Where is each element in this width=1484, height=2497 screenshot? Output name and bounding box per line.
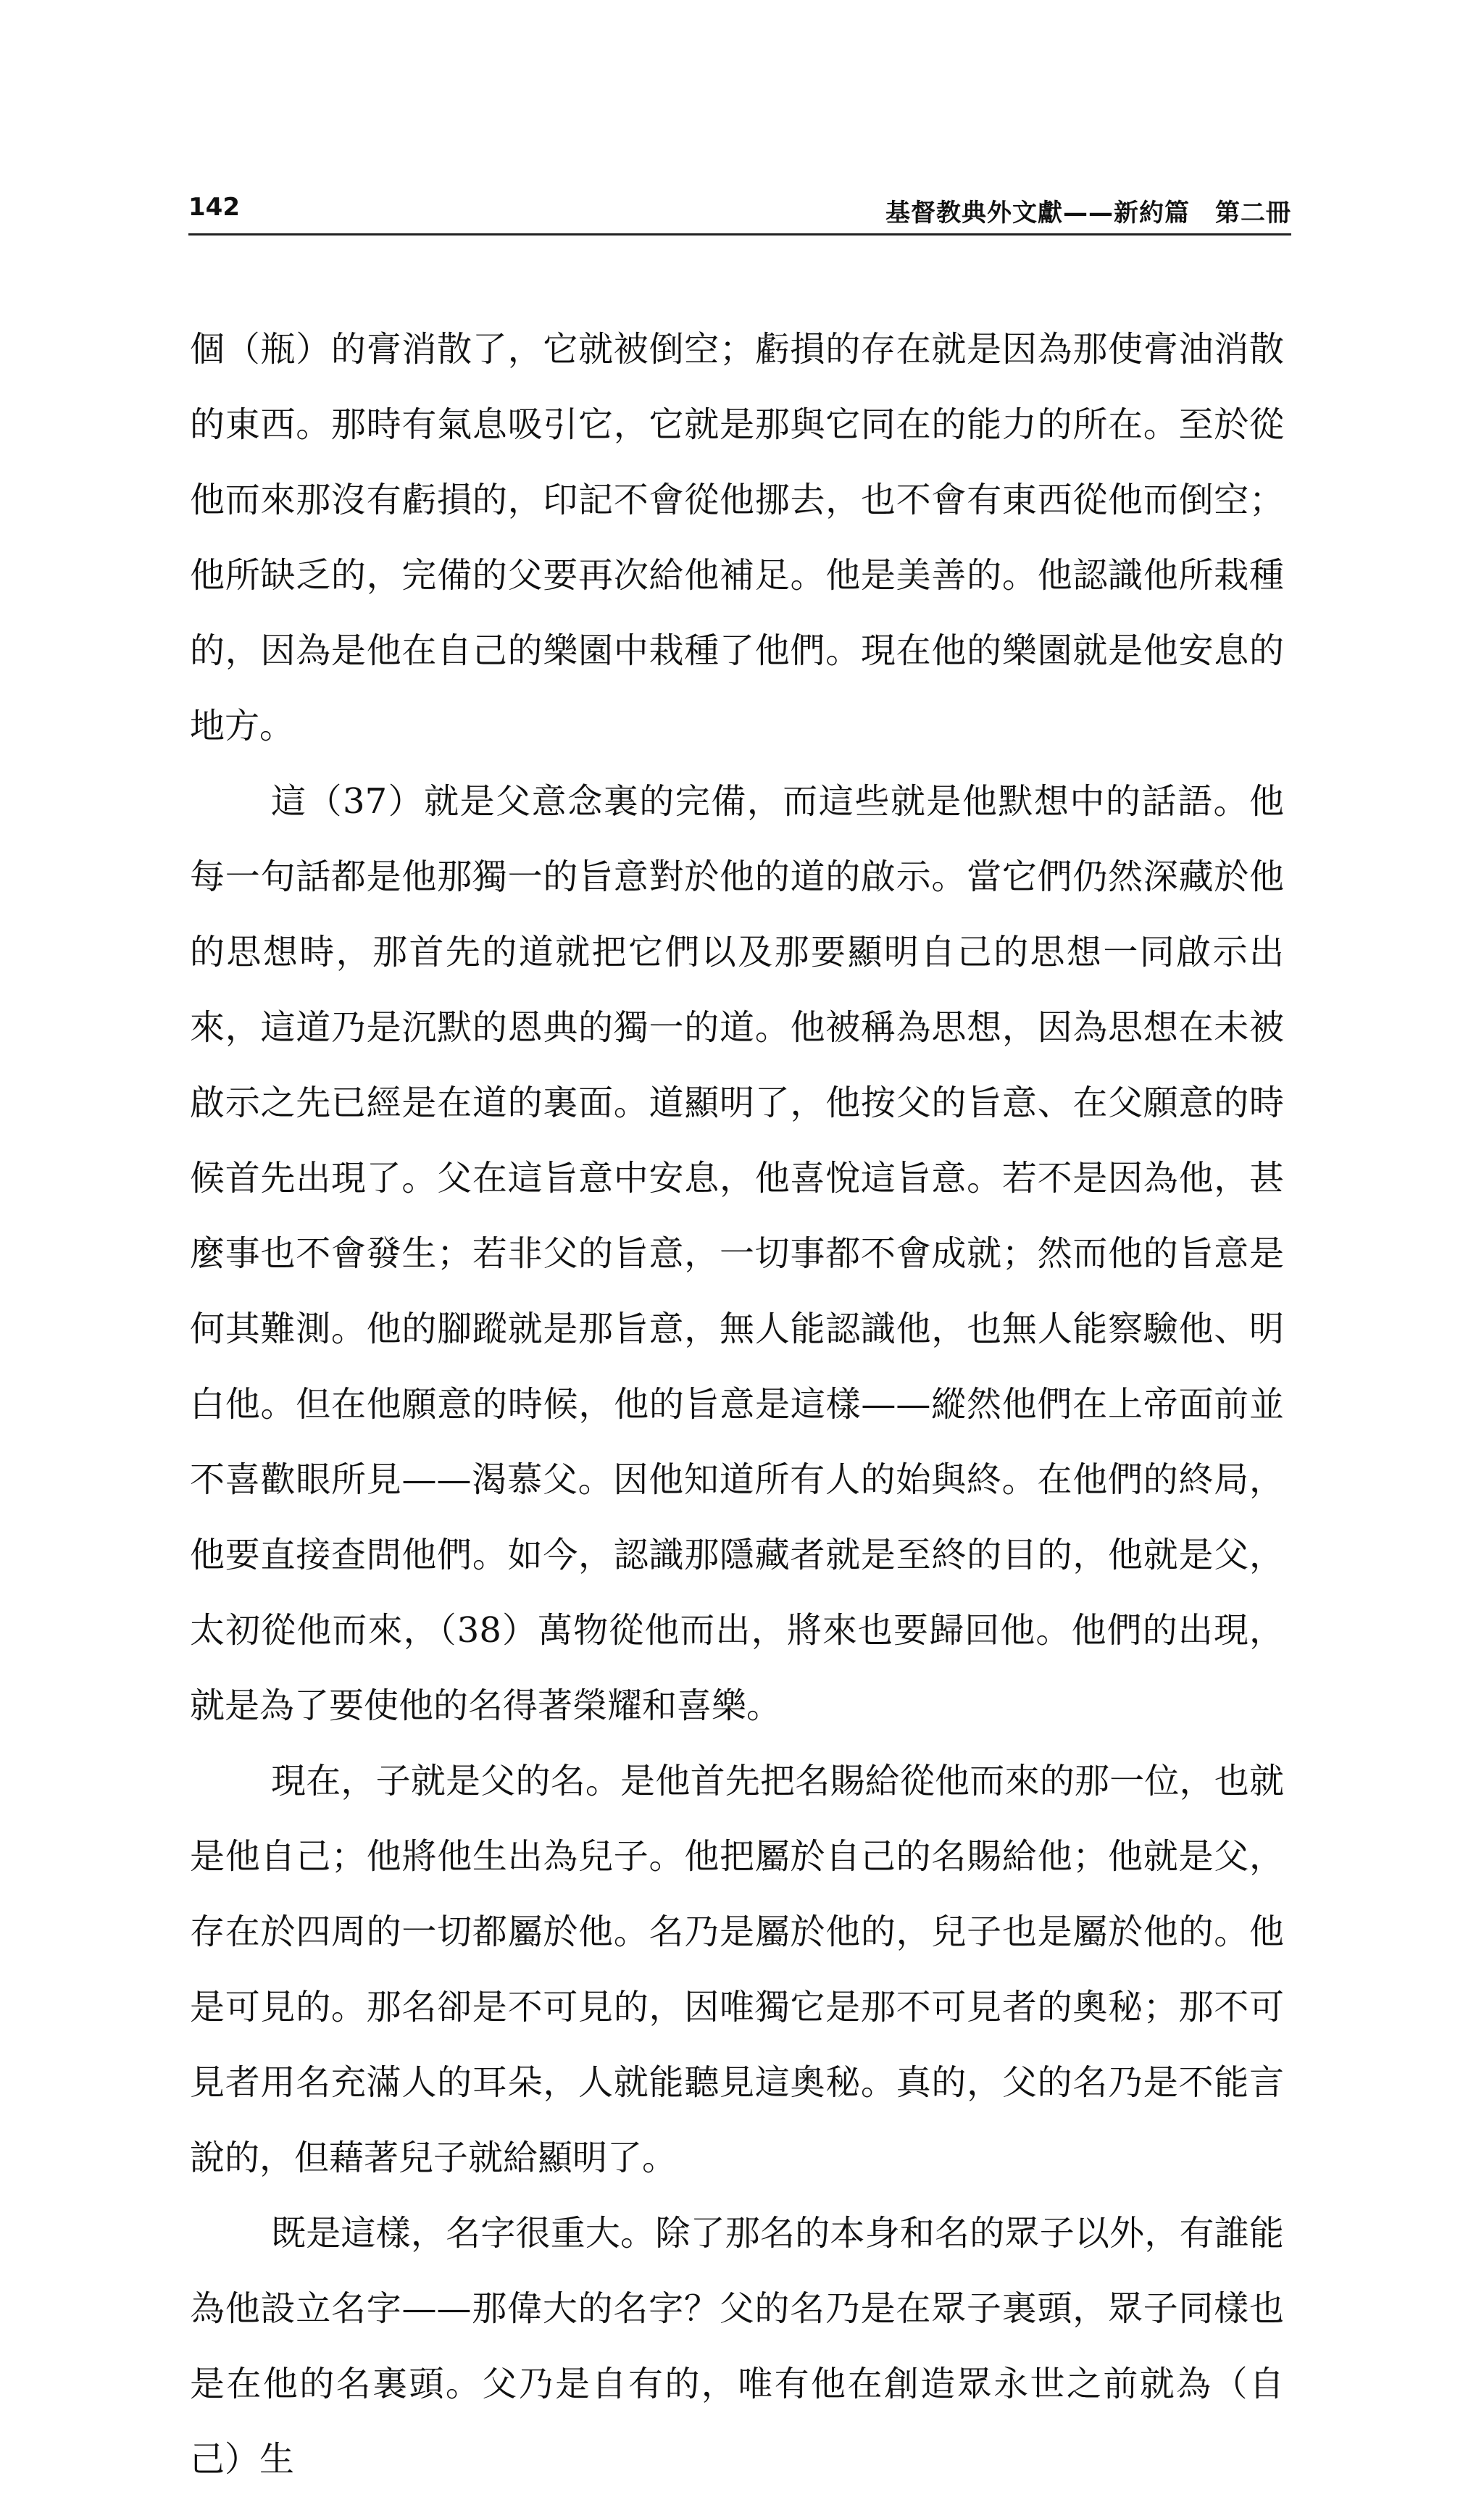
paragraph-continued: 個（瓶）的膏消散了，它就被倒空；虧損的存在就是因為那使膏油消散的東西。那時有氣息吸引它，它就是那與它同在的能力的所在。至於從他而來那沒有虧損的，印記不會從他挪去，也不會有東西從他而倒空；他所缺乏的，完備的父要再次給他補足。他是美善的。他認識他所栽種的，因為是他在自己的樂園中栽種了他們。現在他的樂園就是他安息的地方。 — [190, 329, 1284, 746]
body-text — [190, 312, 1284, 2497]
page-number: 142 — [188, 193, 240, 222]
paragraph: 這（37）就是父意念裏的完備，而這些就是他默想中的話語。他每一句話都是他那獨一的旨意對於他的道的啟示。當它們仍然深藏於他的思想時，那首先的道就把它們以及那要顯明自己的思想一同啟示出來，這道乃是沉默的恩典的獨一的道。他被稱為思想，因為思想在未被啟示之先已經是在道的裏面。道顯明了，他按父的旨意、在父願意的時候首先出現了。父在這旨意中安息，他喜悅這旨意。若不是因為他，甚麼事也不會發生；若非父的旨意，一切事都不會成就；然而他的旨意是何其難測。他的腳蹤就是那旨意，無人能認識他，也無人能察驗他、明白他。但在他願意的時候，他的旨意是這樣——縱然他們在上帝面前並不喜歡眼所見——渴慕父。因他知道所有人的始與終。在他們的終局，他要直接查問他們。如今，認識那隱藏者就是至終的目的，他就是父，太初從他而來，（38）萬物從他而出，將來也要歸回他。他們的出現，就是為了要使他的名得著榮耀和喜樂。 — [190, 781, 1284, 1726]
paragraph: 現在，子就是父的名。是他首先把名賜給從他而來的那一位，也就是他自己；他將他生出為兒子。他把屬於自己的名賜給他；他就是父，存在於四周的一切都屬於他。名乃是屬於他的，兒子也是屬於他的。他是可見的。那名卻是不可見的，因唯獨它是那不可見者的奧秘；那不可見者用名充滿人的耳朵，人就能聽見這奧秘。真的，父的名乃是不能言說的，但藉著兒子就給顯明了。 — [190, 1761, 1284, 2178]
page-header — [188, 190, 1291, 235]
running-title: 基督教典外文獻——新約篇 第二冊 — [885, 199, 1291, 228]
paragraph: 既是這樣，名字很重大。除了那名的本身和名的眾子以外，有誰能為他設立名字——那偉大的名字？父的名乃是在眾子裏頭，眾子同樣也是在他的名裏頭。父乃是自有的，唯有他在創造眾永世之前就為（自己）生 — [190, 2213, 1284, 2480]
